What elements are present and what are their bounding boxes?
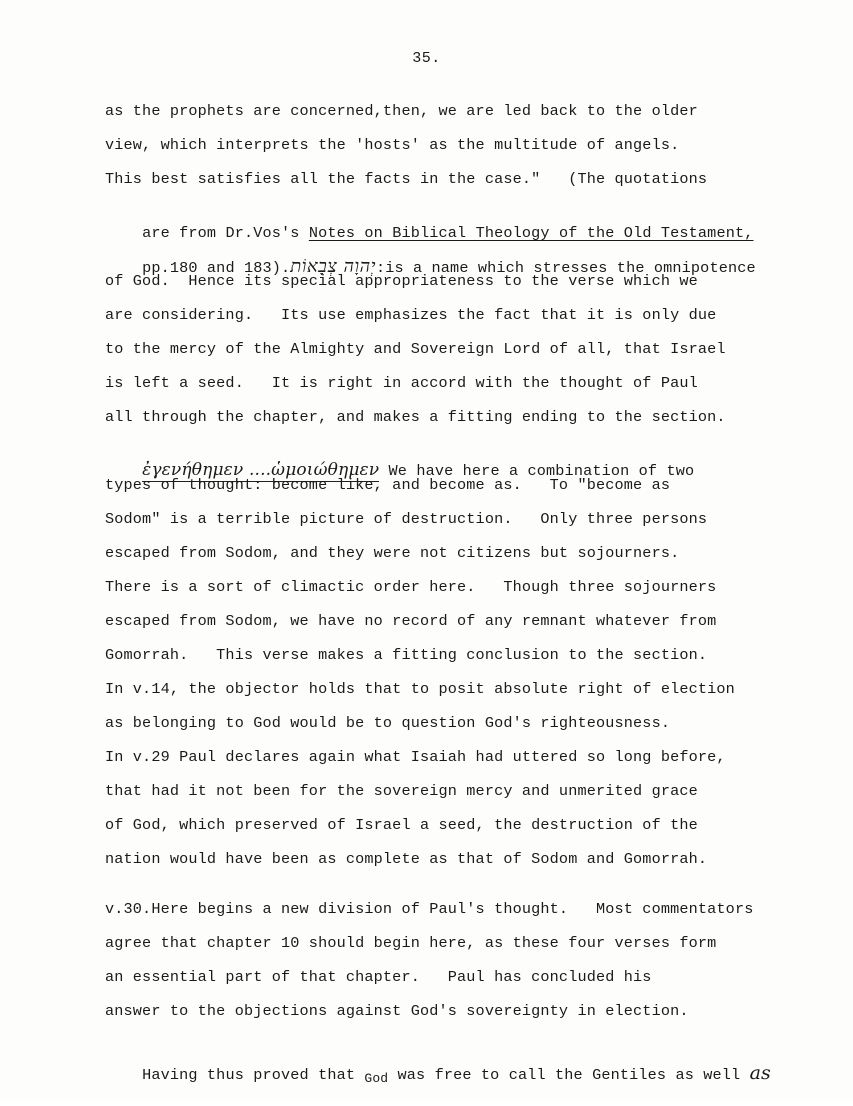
text-line: Gomorrah. This verse makes a fitting conclusion to the section.: [105, 646, 708, 664]
text-line: as the prophets are concerned,then, we are led back to the older: [105, 102, 698, 120]
text-line: Sodom" is a terrible picture of destruction. Only three persons: [105, 510, 708, 528]
text-line: of God, which preserved of Israel a seed, the destruction of the: [105, 816, 698, 834]
text-segment: God: [364, 1071, 389, 1086]
text-line: nation would have been as complete as that of Sodom and Gomorrah.: [105, 850, 708, 868]
text-line: escaped from Sodom, we have no record of any remnant whatever from: [105, 612, 717, 630]
text-line: are considering. Its use emphasizes the fact that it is only due: [105, 306, 717, 324]
book-title: Notes on Biblical Theology of the Old Testament,: [308, 224, 754, 242]
text-line: agree that chapter 10 should begin here, as these four verses form: [105, 934, 717, 952]
greek-handwriting: ἐγενήθημεν ....ὡμοιώθημεν: [142, 460, 380, 480]
text-line: is left a seed. It is right in accord with the thought of Paul: [105, 374, 698, 392]
text-line: as belonging to God would be to question God's righteousness.: [105, 714, 671, 732]
text-line: v.30.Here begins a new division of Paul's thought. Most commentators: [105, 900, 754, 918]
text-line: This best satisfies all the facts in the case." (The quotations: [105, 170, 708, 188]
handwritten-word: as: [749, 1062, 771, 1084]
text-line: In v.29 Paul declares again what Isaiah had uttered so long before,: [105, 748, 726, 766]
text-line: to the mercy of the Almighty and Sovereign Lord of all, that Israel: [105, 340, 726, 358]
text-line: types of thought: become like, and become as. To "become as: [105, 476, 671, 494]
text-line: In v.14, the objector holds that to posit absolute right of election: [105, 680, 735, 698]
text-line: [105, 1043, 771, 1106]
hebrew-handwriting: יְהוָה צְבָאוֹת: [290, 256, 376, 277]
text-segment: was free to call the Gentiles as well: [388, 1066, 750, 1084]
text-line: answer to the objections against God's sovereignty in election.: [105, 1002, 689, 1020]
text-segment: Having thus proved that: [142, 1066, 365, 1084]
text-segment: are from Dr.Vos's: [142, 224, 309, 242]
text-line: all through the chapter, and makes a fitting ending to the section.: [105, 408, 726, 426]
text-segment: :is a name which stresses the omnipotence: [375, 259, 756, 277]
text-line: There is a sort of climactic order here. Though three sojourners: [105, 578, 717, 596]
text-segment: pp.180 and 183).: [142, 259, 291, 277]
text-line: view, which interprets the 'hosts' as the multitude of angels.: [105, 136, 680, 154]
text-line: escaped from Sodom, and they were not citizens but sojourners.: [105, 544, 680, 562]
text-line: that had it not been for the sovereign mercy and unmerited grace: [105, 782, 698, 800]
text-line: of God. Hence its special appropriateness to the verse which we: [105, 272, 698, 290]
page-number: 35.: [412, 50, 441, 67]
text-line: an essential part of that chapter. Paul has concluded his: [105, 968, 652, 986]
text-segment: We have here a combination of two: [379, 462, 695, 480]
